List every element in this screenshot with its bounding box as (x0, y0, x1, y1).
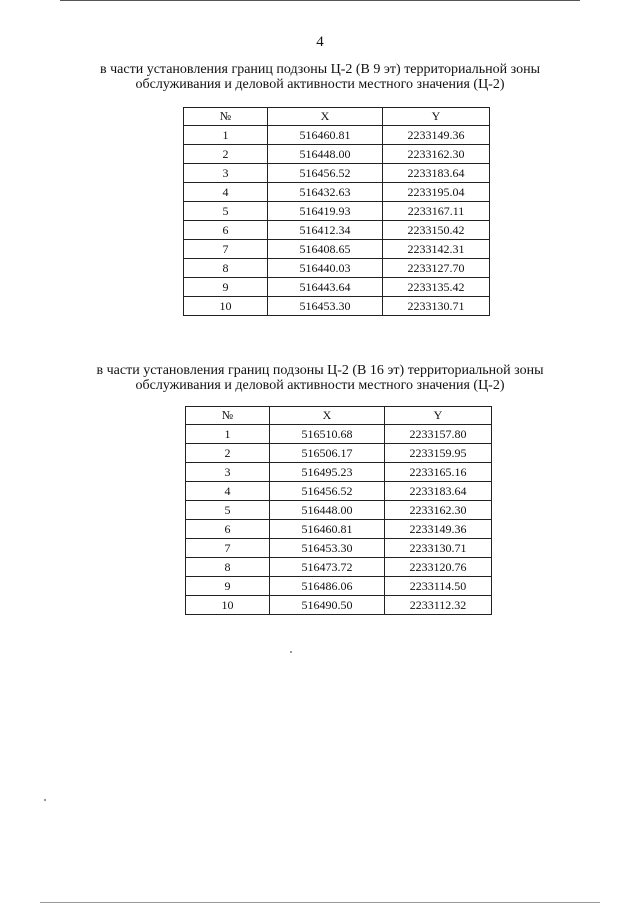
column-header-number: № (184, 108, 268, 126)
cell-x: 516448.00 (270, 501, 385, 520)
cell-number: 9 (186, 577, 270, 596)
cell-x: 516453.30 (268, 297, 383, 316)
column-header-x: X (268, 108, 383, 126)
table-row (184, 297, 490, 316)
cell-y: 2233165.16 (385, 463, 492, 482)
cell-number: 2 (186, 444, 270, 463)
top-edge-line (60, 0, 580, 1)
cell-number: 8 (186, 558, 270, 577)
cell-number: 8 (184, 259, 268, 278)
bottom-edge-line (40, 902, 600, 903)
cell-x: 516506.17 (270, 444, 385, 463)
cell-y: 2233183.64 (383, 164, 490, 183)
table-row (186, 425, 492, 444)
table-row (186, 577, 492, 596)
section-2-heading-line-1: в части установления границ подзоны Ц-2 (В 16 эт) территориальной зоны (96, 363, 544, 378)
table-row (186, 501, 492, 520)
cell-y: 2233159.95 (385, 444, 492, 463)
page-number: 4 (316, 34, 324, 50)
cell-number: 5 (186, 501, 270, 520)
table-row (184, 278, 490, 297)
cell-y: 2233195.04 (383, 183, 490, 202)
cell-y: 2233114.50 (385, 577, 492, 596)
table-row (184, 126, 490, 145)
cell-number: 10 (184, 297, 268, 316)
cell-y: 2233167.11 (383, 202, 490, 221)
cell-x: 516486.06 (270, 577, 385, 596)
table-header-row (184, 108, 490, 126)
cell-x: 516408.65 (268, 240, 383, 259)
cell-x: 516495.23 (270, 463, 385, 482)
table-row (186, 482, 492, 501)
cell-x: 516456.52 (270, 482, 385, 501)
table-row (184, 164, 490, 183)
table-row (184, 259, 490, 278)
table-row (186, 539, 492, 558)
cell-y: 2233157.80 (385, 425, 492, 444)
cell-number: 6 (186, 520, 270, 539)
section-1-heading (60, 62, 580, 92)
cell-x: 516490.50 (270, 596, 385, 615)
cell-x: 516440.03 (268, 259, 383, 278)
table-header-row (186, 407, 492, 425)
cell-y: 2233183.64 (385, 482, 492, 501)
cell-number: 7 (184, 240, 268, 259)
cell-number: 3 (184, 164, 268, 183)
cell-number: 4 (186, 482, 270, 501)
cell-x: 516443.64 (268, 278, 383, 297)
cell-number: 9 (184, 278, 268, 297)
cell-y: 2233162.30 (383, 145, 490, 164)
table-row (186, 558, 492, 577)
cell-y: 2233149.36 (385, 520, 492, 539)
section-2-heading (60, 363, 580, 393)
cell-x: 516453.30 (270, 539, 385, 558)
cell-y: 2233120.76 (385, 558, 492, 577)
section-1-heading-line-2: обслуживания и деловой активности местного значения (Ц-2) (135, 77, 505, 92)
table-row (184, 145, 490, 164)
cell-x: 516460.81 (268, 126, 383, 145)
cell-x: 516419.93 (268, 202, 383, 221)
table-row (184, 202, 490, 221)
cell-y: 2233130.71 (385, 539, 492, 558)
cell-number: 1 (184, 126, 268, 145)
column-header-number: № (186, 407, 270, 425)
cell-number: 6 (184, 221, 268, 240)
scan-speck (290, 651, 292, 653)
cell-y: 2233149.36 (383, 126, 490, 145)
cell-number: 5 (184, 202, 268, 221)
cell-x: 516432.63 (268, 183, 383, 202)
section-1-coordinates-table (183, 107, 490, 316)
table-row (186, 520, 492, 539)
table-row (186, 596, 492, 615)
column-header-y: Y (385, 407, 492, 425)
column-header-y: Y (383, 108, 490, 126)
cell-number: 1 (186, 425, 270, 444)
cell-y: 2233162.30 (385, 501, 492, 520)
cell-x: 516473.72 (270, 558, 385, 577)
cell-x: 516412.34 (268, 221, 383, 240)
cell-number: 3 (186, 463, 270, 482)
cell-x: 516510.68 (270, 425, 385, 444)
cell-number: 2 (184, 145, 268, 164)
cell-y: 2233150.42 (383, 221, 490, 240)
cell-number: 10 (186, 596, 270, 615)
table-row (184, 221, 490, 240)
scan-speck (44, 799, 46, 801)
cell-number: 7 (186, 539, 270, 558)
column-header-x: X (270, 407, 385, 425)
cell-x: 516456.52 (268, 164, 383, 183)
cell-x: 516460.81 (270, 520, 385, 539)
section-2-coordinates-table (185, 406, 492, 615)
cell-y: 2233135.42 (383, 278, 490, 297)
cell-number: 4 (184, 183, 268, 202)
table-row (184, 183, 490, 202)
cell-y: 2233112.32 (385, 596, 492, 615)
table-row (184, 240, 490, 259)
cell-x: 516448.00 (268, 145, 383, 164)
section-2-heading-line-2: обслуживания и деловой активности местного значения (Ц-2) (135, 378, 505, 393)
table-row (186, 463, 492, 482)
cell-y: 2233130.71 (383, 297, 490, 316)
cell-y: 2233142.31 (383, 240, 490, 259)
section-1-heading-line-1: в части установления границ подзоны Ц-2 (В 9 эт) территориальной зоны (100, 62, 540, 77)
cell-y: 2233127.70 (383, 259, 490, 278)
table-row (186, 444, 492, 463)
